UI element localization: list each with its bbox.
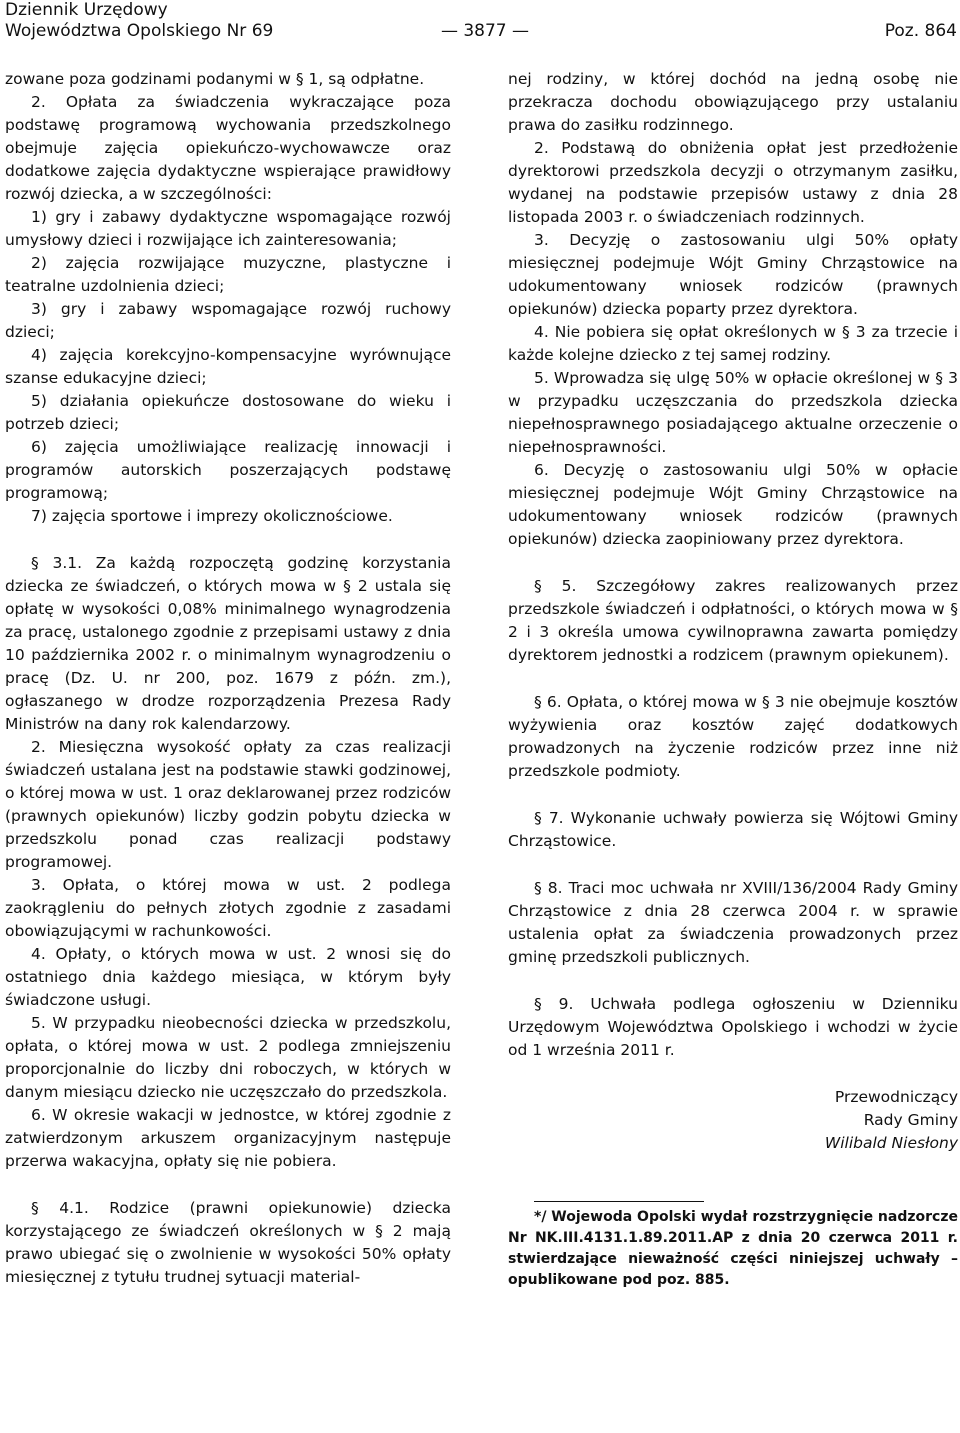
signature-block — [508, 1086, 958, 1155]
intro-paragraph: zowane poza godzinami podanymi w § 1, są odpłatne. — [5, 70, 425, 88]
page-header — [5, 0, 957, 42]
section-3-4: 4. Opłaty, o których mowa w ust. 2 wnosi się do ostatniego dnia każdego miesiąca, w którym były świadczone usługi. — [5, 945, 451, 1009]
page-number: — 3877 — — [440, 21, 530, 41]
list-item: 2) zajęcia rozwijające muzyczne, plastyczne i teatralne uzdolnienia dzieci; — [5, 254, 451, 295]
section-5: § 5. Szczegółowy zakres realizowanych przez przedszkole świadczeń i odpłatności, o których mowa w § 2 i 3 określa umowa cywilnoprawna zawarta pomiędzy dyrektorem jednostki a rodzicem (prawnym opiekunem). — [508, 577, 958, 664]
section-9: § 9. Uchwała podlega ogłoszeniu w Dzienniku Urzędowym Województwa Opolskiego i wchodzi w życie od 1 września 2011 r. — [508, 995, 958, 1059]
position-number: Poz. 864 — [884, 21, 957, 41]
section-6: § 6. Opłata, o której mowa w § 3 nie obejmuje kosztów wyżywienia oraz kosztów zajęć dodatkowych prowadzonych na życzenie rodziców przez inne niż przedszkole podmioty. — [508, 693, 958, 780]
section-7: § 7. Wykonanie uchwały powierza się Wójtowi Gminy Chrząstowice. — [508, 809, 958, 850]
section-4-5: 5. Wprowadza się ulgę 50% w opłacie określonej w § 3 w przypadku uczęszczania do przedszkola dziecka niepełnosprawnego posiadającego aktualne orzeczenie o niepełnosprawności. — [508, 369, 958, 456]
journal-title: Dziennik Urzędowy — [5, 0, 168, 20]
list-item: 4) zajęcia korekcyjno-kompensacyjne wyrównujące szanse edukacyjne dzieci; — [5, 346, 451, 387]
section-3-1: § 3.1. Za każdą rozpoczętą godzinę korzystania dziecka ze świadczeń, o których mowa w § 2 ustala się opłatę w wysokości 0,08% minimalnego wynagrodzenia za pracę, ustalonego zgodnie z przepisami ustawy z dnia 10 października 2002 r. o minimalnym wynagrodzeniu o pracę (Dz. U. nr 200, poz. 1679 z późn. zm.), ogłaszanego w drodze rozporządzenia Prezesa Rady Ministrów na dany rok kalendarzowy. — [5, 554, 451, 733]
footnote-divider — [534, 1201, 704, 1202]
signature-name: Wilibald Niesłony — [824, 1134, 958, 1152]
list-item: 7) zajęcia sportowe i imprezy okolicznościowe. — [31, 507, 393, 525]
journal-issue: Województwa Opolskiego Nr 69 — [5, 21, 274, 41]
section-8: § 8. Traci moc uchwała nr XVIII/136/2004 Rady Gminy Chrząstowice z dnia 28 czerwca 2004 r. w sprawie ustalenia opłat za świadczenia prowadzonych przez gminę przedszkoli publicznych. — [508, 879, 958, 966]
list-item: 1) gry i zabawy dydaktyczne wspomagające rozwój umysłowy dzieci i rozwijające ich zainteresowania; — [5, 208, 451, 249]
section-4-1: § 4.1. Rodzice (prawni opiekunowie) dziecka korzystającego ze świadczeń określonych w § 2 mają prawo ubiegać się o zwolnienie w wysokości 50% opłaty miesięcznej z tytułu trudnej sytuacji material- — [5, 1199, 451, 1286]
list-item: 3) gry i zabawy wspomagające rozwój ruchowy dzieci; — [5, 300, 451, 341]
section-3-6: 6. W okresie wakacji w jednostce, w której zgodnie z zatwierdzonym arkuszem organizacyjnym następuje przerwa wakacyjna, opłaty się nie pobiera. — [5, 1106, 451, 1170]
section-4-4: 4. Nie pobiera się opłat określonych w § 3 za trzecie i każde kolejne dziecko z tej samej rodziny. — [508, 323, 958, 364]
continued-paragraph: nej rodziny, w której dochód na jedną osobę nie przekracza dochodu obowiązującego przy ustalaniu prawa do zasiłku rodzinnego. — [508, 70, 958, 134]
signature-role: Przewodniczący — [834, 1088, 958, 1106]
list-item: 6) zajęcia umożliwiające realizację innowacji i programów autorskich poszerzających podstawę programową; — [5, 438, 451, 502]
section-4-6: 6. Decyzję o zastosowaniu ulgi 50% w opłacie miesięcznej podejmuje Wójt Gminy Chrząstowice na udokumentowany wniosek rodziców (prawnych opiekunów) dziecka zaopiniowany przez dyrektora. — [508, 461, 958, 548]
left-column — [5, 68, 451, 1289]
section-4-3: 3. Decyzję o zastosowaniu ulgi 50% opłaty miesięcznej podejmuje Wójt Gminy Chrząstowice na udokumentowany wniosek rodziców (prawnych opiekunów) dziecka poparty przez dyrektora. — [508, 231, 958, 318]
paragraph-2-2: 2. Opłata za świadczenia wykraczające poza podstawę programową wychowania przedszkolnego obejmuje zajęcia opiekuńczo-wychowawcze oraz dodatkowe zajęcia dydaktyczne wspierające prawidłowy rozwój dziecka, a w szczególności: — [5, 93, 451, 203]
list-item: 5) działania opiekuńcze dostosowane do wieku i potrzeb dzieci; — [5, 392, 451, 433]
section-3-5: 5. W przypadku nieobecności dziecka w przedszkolu, opłata, o której mowa w ust. 2 podlega zmniejszeniu proporcjonalnie do liczby dni roboczych, w których w danym miesiącu dziecko nie uczęszczało do przedszkola. — [5, 1014, 451, 1101]
right-column — [508, 68, 958, 1291]
signature-body: Rady Gminy — [863, 1111, 958, 1129]
section-4-2: 2. Podstawą do obniżenia opłat jest przedłożenie dyrektorowi przedszkola decyzji o otrzymanym zasiłku, wydanej na podstawie przepisów ustawy z dnia 28 listopada 2003 r. o świadczeniach rodzinnych. — [508, 139, 958, 226]
footnote: */ Wojewoda Opolski wydał rozstrzygnięcie nadzorcze Nr NK.III.4131.1.89.2011.AP z dnia 20 czerwca 2011 r. stwierdzające nieważność części niniejszej uchwały – opublikowane pod poz. 885. — [508, 1209, 958, 1288]
section-3-3: 3. Opłata, o której mowa w ust. 2 podlega zaokrągleniu do pełnych złotych zgodnie z zasadami obowiązującymi w rachunkowości. — [5, 876, 451, 940]
section-3-2: 2. Miesięczna wysokość opłaty za czas realizacji świadczeń ustalana jest na podstawie stawki godzinowej, o której mowa w ust. 1 oraz deklarowanej przez rodziców (prawnych opiekunów) liczby godzin pobytu dziecka w przedszkolu ponad czas realizacji podstawy programowej. — [5, 738, 451, 871]
